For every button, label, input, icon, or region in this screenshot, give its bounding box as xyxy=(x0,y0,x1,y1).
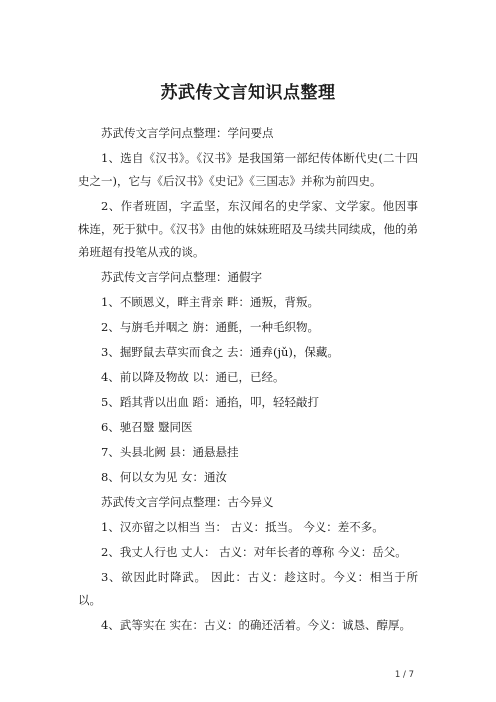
paragraph: 4、武等实在 实在：古义：的确还活着。今义：诚恳、醇厚。 xyxy=(101,618,411,632)
paragraph: 1、汉亦留之以相当 当： 古义：抵当。 今义：差不多。 xyxy=(101,520,384,534)
paragraph: 1、选自《汉书》。《汉书》是我国第一部纪传体断代史(二十四史之一)，它与《后汉书》《史记》《三国志》并称为前四史。 xyxy=(78,151,418,188)
paragraph: 5、蹈其背以出血 蹈：通掐，叩，轻轻敲打 xyxy=(101,395,319,409)
paragraph: 2、作者班固，字孟坚，东汉闻名的史学家、文学家。他因事株连，死于狱中。《汉书》由他的妹妹班昭及马续共同续成，他的弟弟班超有投笔从戎的谈。 xyxy=(78,199,418,259)
paragraph: 2、我丈人行也 丈人： 古义：对年长者的尊称 今义：岳父。 xyxy=(101,545,407,559)
paragraph: 4、前以降及物故 以：通已，已经。 xyxy=(101,370,285,384)
document-body xyxy=(78,122,418,639)
paragraph: 3、掘野鼠去草实而食之 去：通弆(jǔ)，保藏。 xyxy=(101,345,339,359)
paragraph: 6、驰召毉 毉同医 xyxy=(101,420,193,434)
document-title: 苏武传文言知识点整理 xyxy=(160,83,336,103)
paragraph: 苏武传文言学问点整理：通假字 xyxy=(101,270,262,284)
page-number: 1 / 7 xyxy=(394,670,414,680)
paragraph: 苏武传文言学问点整理：古今异义 xyxy=(101,495,274,509)
paragraph: 苏武传文言学问点整理：学问要点 xyxy=(101,126,274,140)
paragraph: 7、头县北阙 县：通悬悬挂 xyxy=(101,445,239,459)
paragraph: 3、欲因此时降武。 因此：古义：趁这时。今义：相当于所以。 xyxy=(78,570,418,607)
paragraph: 1、不顾恩义，畔主背亲 畔：通叛，背叛。 xyxy=(101,295,319,309)
paragraph: 2、与旃毛并咽之 旃：通氈，一种毛织物。 xyxy=(101,320,319,334)
paragraph: 8、何以女为见 女：通汝 xyxy=(101,470,227,484)
